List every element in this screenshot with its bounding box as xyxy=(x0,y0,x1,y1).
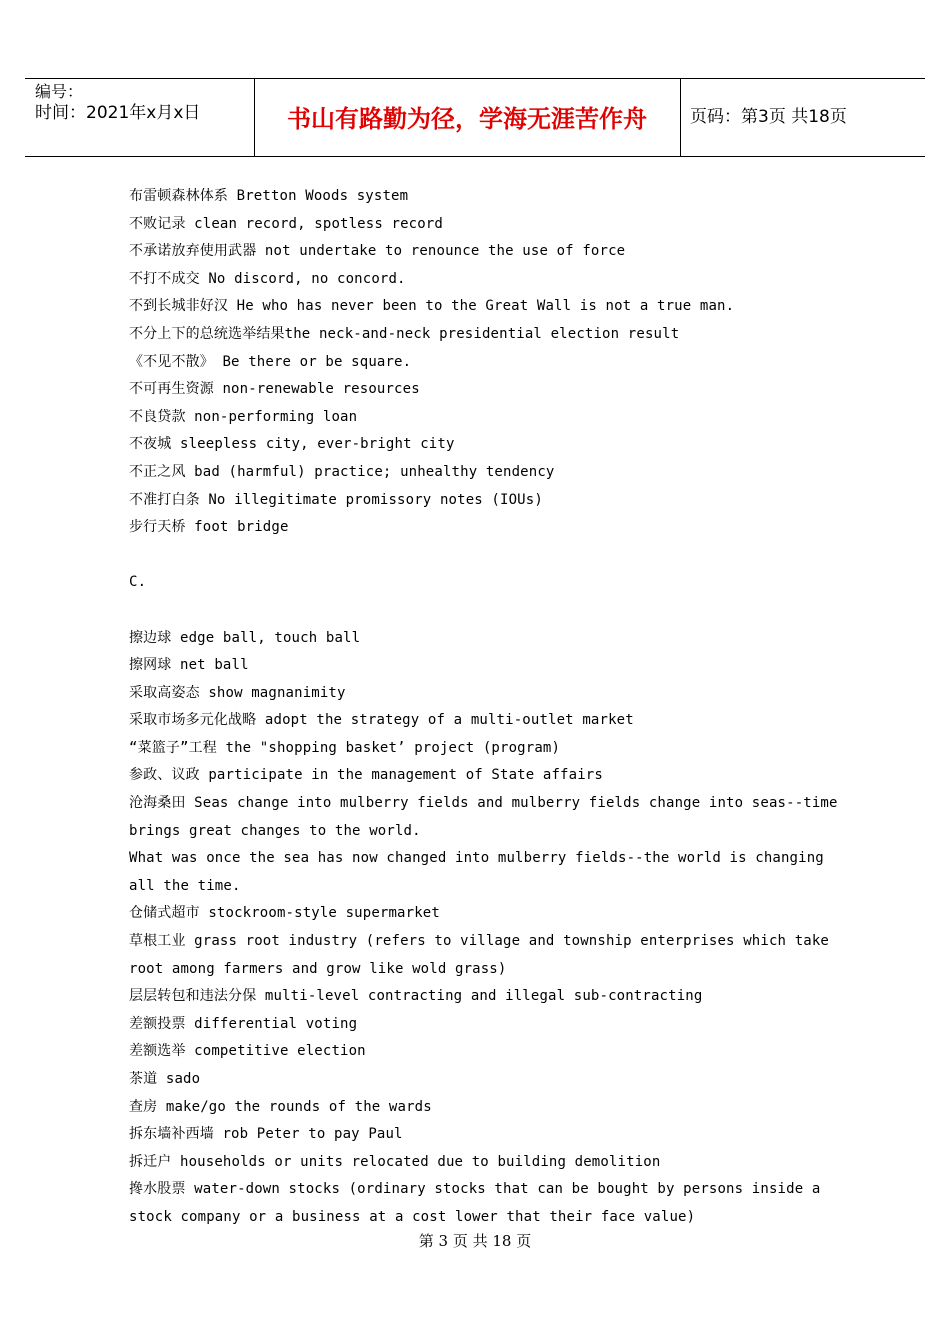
glossary-entry: 步行天桥 foot bridge xyxy=(129,519,289,536)
blank-line xyxy=(129,597,849,625)
glossary-entry: 搀水股票 water-down stocks (ordinary stocks that can be bought by persons inside a xyxy=(129,1181,821,1198)
glossary-entry: 不准打白条 No illegitimate promissory notes (IOUs) xyxy=(129,491,543,508)
glossary-entry: 参政、议政 participate in the management of State affairs xyxy=(129,767,603,784)
glossary-entry: 草根工业 grass root industry (refers to village and township enterprises which take xyxy=(129,933,830,950)
glossary-entry: 茶道 sado xyxy=(129,1071,201,1087)
glossary-entry: 擦网球 net ball xyxy=(129,657,249,674)
glossary-entry-continuation: What was once the sea has now changed into mulberry fields--the world is changing xyxy=(129,850,824,867)
document-time-label: 时间：2021年x月x日 xyxy=(35,103,201,123)
glossary-entry: 拆东墙补西墙 rob Peter to pay Paul xyxy=(129,1126,403,1143)
section-heading-c: C. xyxy=(129,574,147,591)
glossary-body xyxy=(129,183,849,1232)
glossary-entry: 擦边球 edge ball, touch ball xyxy=(129,629,361,646)
glossary-entry: 不承诺放弃使用武器 not undertake to renounce the use of force xyxy=(129,243,626,260)
glossary-entry: 差额选举 competitive election xyxy=(129,1043,366,1060)
glossary-entry: 不夜城 sleepless city, ever-bright city xyxy=(129,436,455,453)
glossary-entry-continuation: brings great changes to the world. xyxy=(129,822,421,839)
glossary-entry: 采取市场多元化战略 adopt the strategy of a multi-outlet market xyxy=(129,712,634,729)
glossary-entry-continuation: all the time. xyxy=(129,877,241,894)
header-page-cell xyxy=(680,79,925,156)
glossary-entry: 不正之风 bad (harmful) practice; unhealthy tendency xyxy=(129,463,555,480)
header-page-label: 页码：第3页 共18页 xyxy=(690,107,847,127)
glossary-entry: 查房 make/go the rounds of the wards xyxy=(129,1098,432,1115)
glossary-entry: 不良贷款 non-performing loan xyxy=(129,408,358,425)
header-motto: 书山有路勤为径，学海无涯苦作舟 xyxy=(287,105,647,133)
glossary-entry: 不到长城非好汉 He who has never been to the Great Wall is not a true man. xyxy=(129,298,735,315)
glossary-entry: 沧海桑田 Seas change into mulberry fields and mulberry fields change into seas--time xyxy=(129,795,838,812)
glossary-entry: 不可再生资源 non-renewable resources xyxy=(129,381,420,398)
glossary-entry: 不打不成交 No discord, no concord. xyxy=(129,270,406,287)
glossary-entry: 不败记录 clean record, spotless record xyxy=(129,215,443,232)
header-meta-cell xyxy=(25,79,255,156)
glossary-entry: 拆迁户 households or units relocated due to building demolition xyxy=(129,1153,661,1170)
glossary-entry-continuation: stock company or a business at a cost lower that their face value) xyxy=(129,1208,696,1225)
glossary-entry: 采取高姿态 show magnanimity xyxy=(129,684,346,701)
blank-line xyxy=(129,542,849,570)
glossary-entry: 差额投票 differential voting xyxy=(129,1015,358,1032)
page-footer: 第 3 页 共 18 页 xyxy=(418,1232,532,1250)
glossary-entry: 仓储式超市 stockroom-style supermarket xyxy=(129,905,440,922)
glossary-entry-continuation: root among farmers and grow like wold grass) xyxy=(129,960,507,977)
glossary-entry: 不分上下的总统选举结果the neck-and-neck presidential election result xyxy=(129,325,680,342)
page-header xyxy=(25,78,925,157)
document-number-label: 编号： xyxy=(35,82,84,101)
glossary-entry: 《不见不散》 Be there or be square. xyxy=(129,353,412,370)
glossary-entry: 布雷顿森林体系 Bretton Woods system xyxy=(129,188,409,204)
header-motto-cell xyxy=(254,79,681,156)
glossary-entry: “菜篮子”工程 the "shopping basket’ project (program) xyxy=(129,739,561,756)
glossary-entry: 层层转包和违法分保 multi-level contracting and illegal sub-contracting xyxy=(129,988,703,1005)
